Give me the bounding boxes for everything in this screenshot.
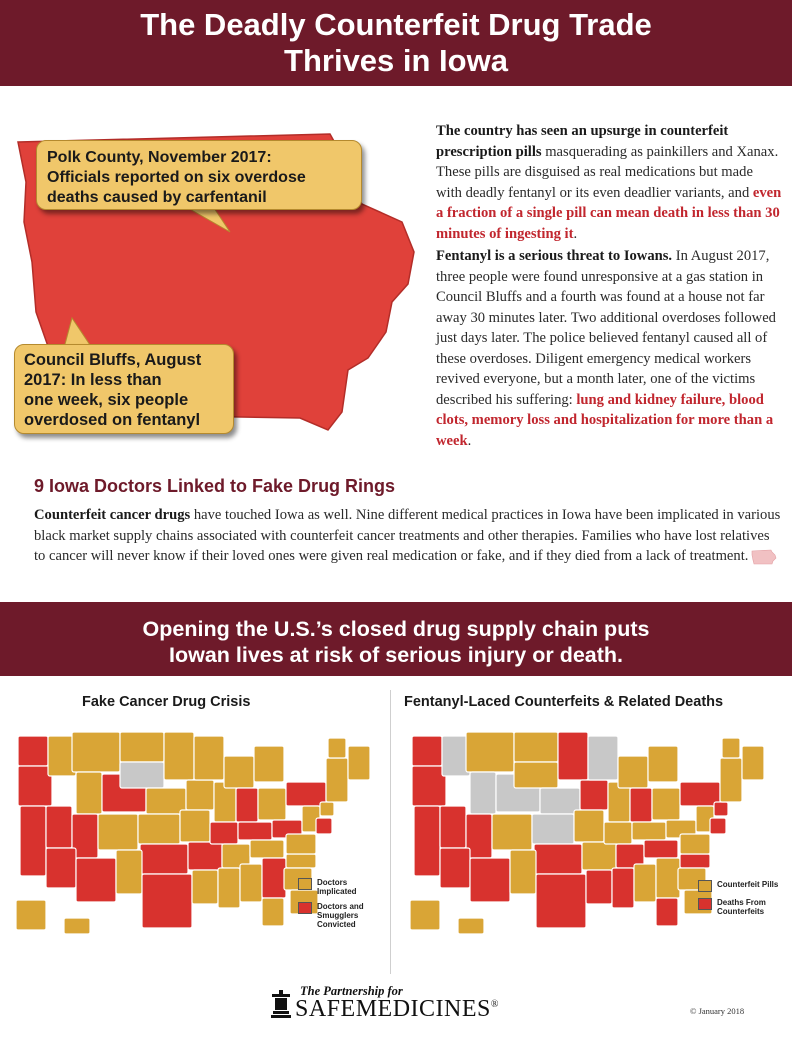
logo-tagline: The Partnership for <box>300 984 403 998</box>
para2-text: In August 2017, three people were found unresponsive at a gas station in Council Bluffs and a fourth was found at a house not far away 30 minutes later. Two additional overdoses followed just days later. The police believed fentanyl caused all of these overdoses. Diligent emergency medical workers revived everyone, but a month later, one of the victims described his suffering: <box>436 248 776 408</box>
state-region <box>18 766 52 806</box>
cancer-drugs-paragraph <box>34 505 782 567</box>
state-region <box>64 918 90 934</box>
state-region <box>458 918 484 934</box>
state-region <box>254 746 284 782</box>
state-region <box>210 822 238 844</box>
state-region <box>710 818 726 834</box>
gold-swatch <box>698 880 712 892</box>
state-region <box>224 756 254 788</box>
state-region <box>286 834 316 854</box>
state-region <box>142 874 192 928</box>
state-region <box>76 772 102 814</box>
state-region <box>16 900 46 930</box>
state-region <box>720 758 742 802</box>
state-region <box>238 822 272 840</box>
state-region <box>262 858 286 898</box>
state-region <box>586 870 612 904</box>
para3-text: have touched Iowa as well. Nine different medical practices in Iowa have been implicated in various black market supply chains associated with counterfeit cancer treatments and other therapies. Families who have lost relatives to cancer will never know if their loved ones were given real medication or fake, and if they died from a lack of treatment. <box>34 507 781 564</box>
state-region <box>532 814 574 844</box>
cancer-map-legend <box>298 878 388 935</box>
para3-lead: Counterfeit cancer drugs <box>34 507 191 523</box>
legend-item-counterfeit-pills <box>698 880 790 892</box>
para2-highlight: lung and kidney failure, blood clots, memory loss and hospitalization for more than a week <box>436 391 774 449</box>
state-region <box>326 758 348 802</box>
state-region <box>120 762 164 788</box>
state-region <box>558 732 588 780</box>
state-region <box>120 732 164 762</box>
cb-callout-line-2: 2017: In less than <box>24 371 162 389</box>
council-bluffs-callout <box>14 344 234 434</box>
state-region <box>536 874 586 928</box>
state-region <box>534 844 582 874</box>
safe-medicines-logo <box>270 984 540 1028</box>
state-region <box>412 736 442 766</box>
legend-label: Doctors Implicated <box>317 878 357 896</box>
state-region <box>98 814 138 850</box>
state-region <box>492 814 532 850</box>
state-region <box>412 766 446 806</box>
state-region <box>588 736 618 780</box>
legend-label: Counterfeit Pills <box>717 880 779 889</box>
title-line-1: The Deadly Counterfeit Drug Trade <box>140 7 652 42</box>
registered-mark: ® <box>490 999 499 1010</box>
para2-lead: Fentanyl is a serious threat to Iowans. <box>436 248 673 264</box>
polk-callout-line-1: Polk County, November 2017: <box>47 149 272 166</box>
subhead-line-2: Iowan lives at risk of serious injury or death. <box>168 643 624 667</box>
state-region <box>440 848 470 888</box>
state-region <box>714 802 728 816</box>
state-region <box>18 736 48 766</box>
polk-callout-line-2: Officials reported on six overdose <box>47 169 306 186</box>
state-region <box>20 806 46 876</box>
polk-callout-line-3: deaths caused by carfentanil <box>47 189 267 206</box>
state-region <box>632 822 666 840</box>
state-region <box>218 868 240 908</box>
legend-label: Doctors and Smugglers Convicted <box>317 902 364 929</box>
state-region <box>410 900 440 930</box>
state-region <box>604 822 632 844</box>
cb-callout-line-1: Council Bluffs, August <box>24 351 202 369</box>
red-swatch <box>298 902 312 914</box>
para1-highlight: even a fraction of a single pill can mean death in less than 30 minutes of ingesting it <box>436 184 782 242</box>
subhead-line-1: Opening the U.S.’s closed drug supply chain puts <box>142 617 650 641</box>
copyright-notice: © January 2018 <box>690 1006 745 1016</box>
state-region <box>164 732 194 780</box>
state-region <box>634 864 656 902</box>
doctors-heading: 9 Iowa Doctors Linked to Fake Drug Rings <box>34 476 396 496</box>
state-region <box>680 854 710 868</box>
state-region <box>470 772 496 814</box>
para1-end: . <box>573 225 578 242</box>
state-region <box>250 840 284 858</box>
state-region <box>414 806 440 876</box>
state-region <box>194 736 224 780</box>
state-region <box>648 746 678 782</box>
logo-wordmark <box>295 996 499 1023</box>
fentanyl-map-legend <box>698 880 790 922</box>
state-region <box>320 802 334 816</box>
legend-item-convicted <box>298 902 388 929</box>
para2-end: . <box>467 432 472 449</box>
legend-item-doctors-implicated <box>298 878 388 896</box>
state-region <box>76 858 116 902</box>
state-region <box>618 756 648 788</box>
state-region <box>742 746 764 780</box>
state-region <box>440 806 466 848</box>
state-region <box>192 870 218 904</box>
state-region <box>630 788 652 822</box>
cancer-drug-map-title: Fake Cancer Drug Crisis <box>82 694 251 710</box>
state-region <box>140 844 188 874</box>
state-region <box>652 788 680 820</box>
para1-text: masquerading as painkillers and Xanax. These pills are disguised as real medications but made with deadly fentanyl or its even deadlier variants, and <box>436 143 779 201</box>
state-region <box>514 762 558 788</box>
mortar-pestle-icon <box>270 990 292 1020</box>
state-region <box>348 746 370 780</box>
state-region <box>240 864 262 902</box>
logo-name: SAFEMEDICINES <box>295 996 491 1022</box>
map-divider <box>390 690 391 974</box>
legend-label: Deaths From Counterfeits <box>717 898 766 916</box>
para1-lead: The country has seen an upsurge in counterfeit prescription pills <box>436 123 729 160</box>
state-region <box>180 810 210 842</box>
state-region <box>186 780 214 810</box>
state-region <box>582 842 616 870</box>
state-region <box>116 850 142 894</box>
cb-callout-line-3: one week, six people <box>24 391 189 409</box>
state-region <box>466 732 514 772</box>
counterfeit-pills-paragraph <box>436 121 782 244</box>
state-region <box>316 818 332 834</box>
state-region <box>514 732 558 762</box>
state-region <box>72 732 120 772</box>
state-region <box>258 788 286 820</box>
state-region <box>138 814 180 844</box>
state-region <box>656 858 680 898</box>
polk-county-callout <box>36 140 362 210</box>
state-region <box>146 788 186 814</box>
state-region <box>580 780 608 810</box>
title-line-2: Thrives in Iowa <box>284 43 508 78</box>
fentanyl-threat-paragraph <box>436 246 782 451</box>
state-region <box>286 854 316 868</box>
title-banner <box>0 0 792 86</box>
state-region <box>46 848 76 888</box>
iowa-outline-icon <box>751 549 777 565</box>
state-region <box>470 858 510 902</box>
supply-chain-banner <box>0 602 792 676</box>
state-region <box>236 788 258 822</box>
red-swatch <box>698 898 712 910</box>
state-region <box>644 840 678 858</box>
state-region <box>510 850 536 894</box>
legend-item-deaths <box>698 898 790 916</box>
fentanyl-map-title: Fentanyl-Laced Counterfeits & Related Deaths <box>404 694 724 710</box>
state-region <box>540 788 580 814</box>
state-region <box>188 842 222 870</box>
cb-callout-line-4: overdosed on fentanyl <box>24 411 201 429</box>
state-region <box>722 738 740 758</box>
state-region <box>328 738 346 758</box>
state-region <box>612 868 634 908</box>
state-region <box>262 898 284 926</box>
state-region <box>574 810 604 842</box>
state-region <box>656 898 678 926</box>
state-region <box>680 834 710 854</box>
gold-swatch <box>298 878 312 890</box>
state-region <box>46 806 72 848</box>
